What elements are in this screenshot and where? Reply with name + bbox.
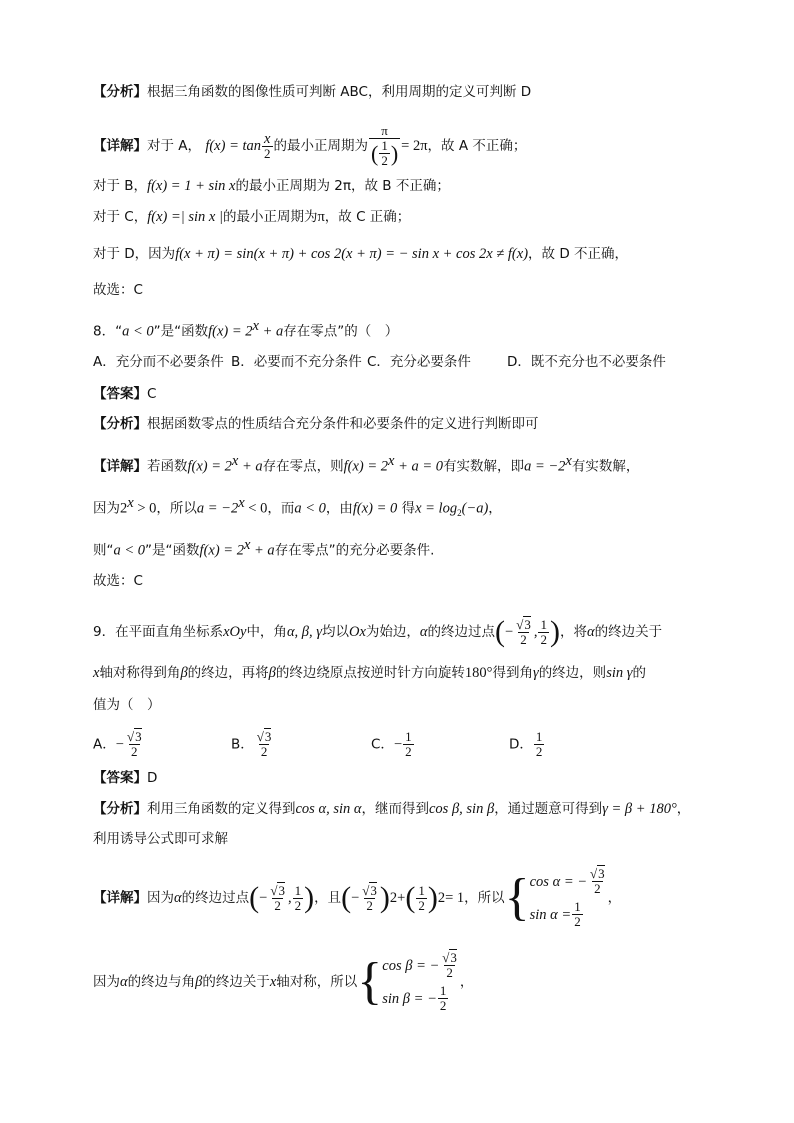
text: 有实数解， (571, 458, 640, 475)
text: 均以 (321, 624, 349, 640)
fraction (534, 730, 545, 759)
math: a < 0 (113, 542, 146, 559)
fraction (293, 884, 304, 913)
text: ”是“函数 (153, 323, 209, 340)
sqrt-body: 3 (598, 866, 605, 881)
math: a = −2 (524, 458, 566, 475)
math-sup: x (252, 318, 259, 334)
text: ，继而得到 (361, 801, 429, 817)
math: sin β = − (382, 990, 437, 1007)
frac-num: √3 (516, 616, 531, 632)
math: = 1 (445, 890, 465, 906)
minus: − (505, 624, 514, 640)
math: f(x) = 2 (187, 458, 232, 475)
math-sup: x (243, 537, 251, 553)
analysis-tag: 【分析】 (93, 416, 147, 432)
option-label: D． (509, 736, 533, 753)
text: 的终边关于 (202, 974, 270, 990)
q7-detail-c (93, 207, 734, 227)
frac-den: 2 (366, 897, 373, 913)
system-row (382, 984, 460, 1013)
math: α, β, γ (286, 624, 322, 640)
frac-den: 2 (446, 965, 453, 980)
text: 中，角 (246, 624, 287, 640)
math: π (317, 209, 325, 225)
q7-analysis-text: 根据三角函数的图像性质可判断 ABC，利用周期的定义可判断 D (147, 84, 532, 100)
option-d: D．既不充分也不必要条件 (507, 354, 666, 370)
text: 得 (397, 500, 416, 517)
text: 的终边与角 (127, 974, 196, 990)
text: ， (488, 500, 502, 517)
option-b (231, 730, 274, 759)
paren: ( (405, 881, 416, 914)
text: 因为 (93, 974, 120, 990)
frac-den: 2 (418, 897, 425, 913)
math: α (586, 624, 595, 640)
math: + a (250, 542, 275, 559)
frac-den: 2 (574, 914, 581, 929)
detail-tag: 【详解】 (93, 458, 147, 475)
q7-detail-a (93, 124, 734, 168)
system-row (382, 951, 460, 980)
math: x = log (415, 500, 458, 517)
math: cos α, sin α (295, 801, 362, 817)
text: 轴对称得到角 (99, 665, 181, 681)
text: 利用三角函数的定义得到 (147, 801, 296, 817)
text: ”是“函数 (145, 542, 200, 559)
text: 的终边绕原点按逆时针方向旋转 (275, 665, 465, 681)
frac-den: 2 (274, 897, 281, 913)
math: a < 0 (294, 500, 326, 517)
option-a: A．充分而不必要条件 (93, 354, 224, 370)
math: f(x) = 0 (352, 500, 398, 517)
math-sup: x (238, 495, 245, 511)
fraction (125, 730, 144, 759)
frac-num: 1 (540, 616, 547, 632)
math: < 0 (244, 500, 268, 517)
text: 的最小正周期为 2π，故 B 不正确； (235, 178, 450, 194)
frac-num: √3 (590, 866, 605, 881)
frac-num: √3 (442, 950, 457, 965)
text: ，所以 (464, 890, 505, 906)
system-row (530, 867, 608, 896)
q9-stem-3: 值为（ ） (93, 697, 161, 713)
math: x (93, 665, 100, 681)
text: 为始边， (365, 624, 420, 640)
option-label: B． (231, 736, 254, 753)
math: x (269, 974, 277, 990)
text: 若函数 (147, 458, 188, 475)
fraction (438, 984, 449, 1013)
fraction (360, 884, 379, 913)
paren: ( (249, 881, 260, 914)
math: cos β = − (382, 957, 440, 974)
minus: − (115, 736, 124, 753)
equation-system (382, 951, 460, 1013)
text: 的最小正周期为 (222, 209, 318, 225)
fraction (416, 884, 427, 913)
math: β (268, 665, 276, 681)
math: cos β, sin β (428, 801, 495, 817)
math-sup: x (127, 495, 134, 511)
comma: , (287, 890, 292, 906)
q8-detail-3 (93, 535, 734, 561)
analysis-text: 根据函数零点的性质结合充分条件和必要条件的定义进行判断即可 (147, 416, 539, 432)
math: f(x) = 2 (343, 458, 389, 475)
math: 2 (120, 500, 128, 517)
paren: ) (304, 881, 315, 914)
sqrt-body: 3 (278, 882, 285, 898)
fraction-1-over-2 (538, 618, 549, 647)
math: γ = β + 180° (602, 801, 677, 817)
frac-den: 2 (439, 998, 447, 1013)
option-label: A． (93, 736, 116, 753)
q7-choose: 故选：C (93, 282, 143, 298)
paren: ( (371, 140, 379, 166)
paren: ) (427, 881, 438, 914)
text: 9．在平面直角坐标系 (93, 624, 224, 640)
fraction (268, 884, 287, 913)
math: β (195, 974, 203, 990)
math-tan: f(x) = tan (205, 138, 262, 154)
q8-analysis-line (93, 414, 734, 434)
math: xOy (223, 624, 247, 640)
math: γ (532, 665, 539, 681)
text: 存在零点”的充分必要条件. (274, 542, 435, 559)
math: α (120, 974, 128, 990)
q8-detail-1 (93, 451, 734, 477)
sqrt-body: 3 (370, 882, 377, 898)
frac-den: 2 (381, 153, 388, 168)
system-row (530, 900, 608, 929)
math: α (174, 890, 182, 906)
text: ，通过题意可得到 (494, 801, 603, 817)
q9-analysis-1 (93, 799, 734, 819)
text: ， (676, 801, 691, 817)
text: 的最小正周期为 (273, 138, 369, 154)
math-sub: 2 (457, 508, 462, 519)
paren: ) (549, 615, 560, 648)
text: 8．“ (93, 323, 123, 340)
math: f(x) = 2 (208, 323, 253, 340)
q9-stem-1 (93, 612, 734, 652)
q9-options (93, 726, 734, 766)
text: 的终边过点 (181, 890, 250, 906)
math: 180° (464, 665, 493, 681)
text: 因为 (93, 500, 120, 517)
text: ，而 (267, 500, 295, 517)
frac-num: 1 (574, 899, 581, 914)
answer-tag: 【答案】 (93, 770, 147, 786)
frac-num: √3 (362, 882, 377, 898)
option-label: C． (371, 736, 394, 753)
text: 的终边，再将 (187, 665, 269, 681)
math-sup: x (231, 453, 239, 469)
plus: + (397, 890, 406, 906)
q7-detail-d (93, 244, 734, 264)
option-b: B．必要而不充分条件 (231, 354, 362, 370)
option-c (371, 730, 415, 759)
frac-den: 2 (294, 897, 302, 913)
text: ， (459, 974, 474, 990)
frac-den: 2 (535, 744, 543, 759)
detail-tag: 【详解】 (93, 890, 147, 906)
text: ，故 A 不正确； (427, 138, 527, 154)
q7-analysis-line (93, 82, 734, 102)
fraction (255, 730, 274, 759)
text: 的终边关于 (594, 624, 663, 640)
fraction-pi-over-half (369, 124, 400, 168)
q8-detail-2 (93, 493, 734, 523)
math: f(x + π) = sin(x + π) + cos 2(x + π) = − sin x + cos 2x ≠ f(x) (175, 246, 529, 262)
sqrt-body: 3 (264, 729, 272, 744)
fraction-x-over-2 (262, 132, 273, 161)
math: cos α = − (529, 873, 588, 890)
frac-den (369, 138, 400, 168)
text: ，由 (325, 500, 353, 517)
text: 对于 B， (93, 178, 148, 194)
text: 存在零点，则 (262, 458, 344, 475)
frac-den: 2 (405, 744, 412, 759)
math-sup: x (565, 453, 572, 469)
q8-stem (93, 316, 734, 342)
math: α (419, 624, 428, 640)
text: 对于 D，因为 (93, 246, 176, 262)
text: 因为 (147, 890, 174, 906)
q8-answer-line (93, 384, 734, 404)
detail-tag: 【详解】 (93, 138, 147, 154)
answer-tag: 【答案】 (93, 386, 147, 402)
q9-detail-1 (93, 860, 734, 936)
frac-num: 1 (381, 138, 388, 153)
fraction-half (379, 139, 390, 168)
math: > 0 (133, 500, 157, 517)
text: 的终边，则 (538, 665, 607, 681)
text: ， (607, 890, 622, 906)
math: f(x) = 2 (199, 542, 244, 559)
math: f(x) =| sin x | (147, 209, 223, 225)
math-sup: 2 (389, 890, 398, 906)
math: sin α = (529, 906, 572, 923)
paren: ) (379, 881, 390, 914)
q9-stem-2 (93, 663, 734, 683)
analysis-tag: 【分析】 (93, 84, 147, 100)
q8-choose: 故选：C (93, 573, 143, 589)
text: ，故 C 正确； (324, 209, 411, 225)
text: 轴对称，所以 (276, 974, 358, 990)
paren: ) (390, 140, 399, 166)
math: + a (258, 323, 284, 340)
fraction (572, 900, 583, 929)
text: ，故 D 不正确， (528, 246, 629, 262)
frac-den: 2 (540, 631, 547, 647)
text: 的终边过点 (427, 624, 496, 640)
frac-num: 1 (439, 983, 447, 998)
option-c: C．充分必要条件 (367, 354, 471, 370)
text: 对于 C， (93, 209, 148, 225)
answer-value: C (147, 386, 157, 402)
answer-value: D (147, 770, 158, 786)
math: f(x) = 1 + sin x (147, 178, 236, 194)
frac-num: x (264, 130, 271, 147)
q7-detail-b (93, 176, 734, 196)
frac-num: √3 (126, 729, 142, 744)
math: + a (238, 458, 263, 475)
frac-num: √3 (270, 882, 285, 898)
text: 存在零点”的（ ） (283, 323, 399, 340)
text: 则“ (93, 542, 114, 559)
frac-den: 2 (594, 881, 601, 896)
q9-detail-2 (93, 944, 734, 1020)
fraction (403, 730, 414, 759)
sqrt-body: 3 (524, 616, 531, 632)
math: a = −2 (196, 500, 239, 517)
q9-answer-line (93, 768, 734, 788)
text: ，所以 (156, 500, 197, 517)
q9-analysis-2: 利用诱导公式即可求解 (93, 831, 228, 847)
left-brace: { (504, 869, 530, 926)
frac-num: 1 (535, 729, 543, 744)
text: 的 (632, 665, 646, 681)
frac-num: 1 (294, 882, 302, 898)
fraction (440, 951, 459, 980)
frac-num: π (381, 123, 388, 138)
text: ，将 (559, 624, 587, 640)
sqrt-body: 3 (135, 729, 142, 744)
fraction (588, 867, 607, 896)
comma: , (533, 624, 538, 640)
text: 得到角 (492, 665, 533, 681)
paren: ( (341, 881, 352, 914)
math: sin γ (606, 665, 633, 681)
frac-den: 2 (520, 631, 527, 647)
math: β (180, 665, 188, 681)
text: 对于 A， (147, 138, 202, 154)
math-sup: x (388, 453, 395, 469)
left-brace: { (357, 953, 383, 1010)
frac-num: 1 (418, 882, 425, 898)
equation-system (530, 867, 608, 929)
math: Ox (348, 624, 366, 640)
math: a < 0 (122, 323, 154, 340)
minus: − (351, 890, 360, 906)
option-d (509, 730, 545, 759)
fraction-sqrt3-over-2 (514, 618, 533, 647)
option-a (93, 730, 145, 759)
analysis-tag: 【分析】 (93, 801, 147, 817)
text: ，且 (314, 890, 342, 906)
sqrt-body: 3 (450, 950, 457, 965)
frac-num: √3 (256, 729, 272, 744)
frac-den: 2 (264, 145, 271, 161)
paren: ( (495, 615, 506, 648)
math: + a = 0 (394, 458, 444, 475)
text: 有实数解，即 (443, 458, 525, 475)
minus: − (259, 890, 268, 906)
math: (−a) (461, 500, 489, 517)
frac-num: 1 (405, 729, 412, 744)
minus: − (393, 736, 403, 753)
frac-den: 2 (131, 744, 138, 759)
frac-den: 2 (260, 744, 268, 759)
math-eq: = 2π (401, 138, 428, 154)
math-sup: 2 (437, 890, 446, 906)
